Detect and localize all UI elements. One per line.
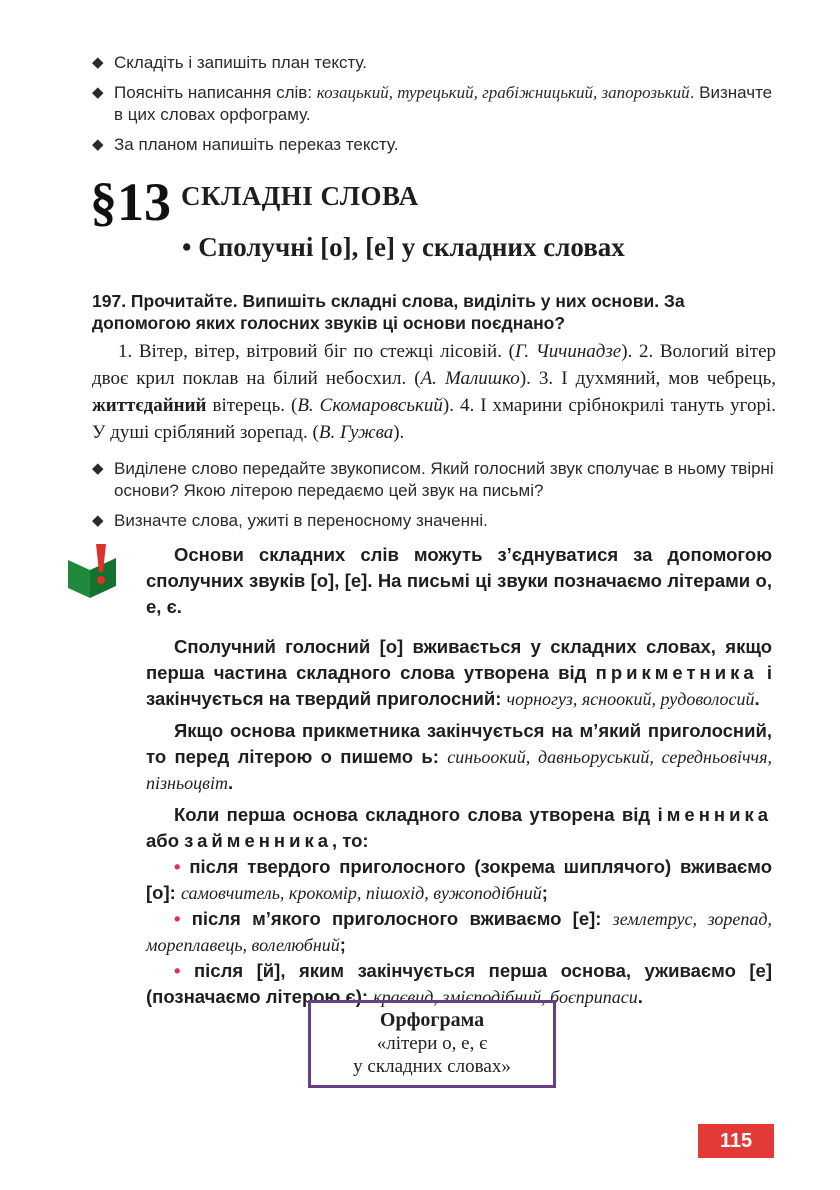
text-run: .	[754, 688, 760, 709]
tasks-top-list	[88, 52, 778, 164]
rule-noun-item	[146, 854, 772, 906]
text-run: Основи складних слів можуть з’єднуватися за допомогою сполучних звуків [о], [е]. На письмі ці звуки позначаємо літерами о, е, є.	[146, 544, 772, 617]
rule-noun	[146, 802, 772, 1010]
rule-noun-item	[146, 906, 772, 958]
diamond-icon: ◆	[92, 136, 104, 153]
rule-paragraph	[146, 718, 772, 796]
task-text: Виділене слово передайте звукописом. Який голосний звук сполучає в ньому твірні основи? Якою літерою передаємо цей звук на письмі?	[114, 459, 774, 500]
paragraph-number: §13	[90, 172, 171, 232]
paragraph-heading	[90, 172, 419, 232]
paragraph-title: СКЛАДНІ СЛОВА	[181, 181, 419, 211]
task-item	[88, 134, 778, 156]
exclamation-book-icon	[66, 542, 118, 600]
diamond-icon: ◆	[92, 512, 104, 529]
orthogram-line-2: у складних словах»	[353, 1056, 511, 1077]
diamond-icon: ◆	[92, 54, 104, 71]
task-item	[88, 82, 778, 126]
italic-text: В. Гужва	[318, 422, 394, 443]
rule-block	[146, 542, 772, 1024]
text-run: ). 4. І хмарини срібнокрилі тануть угорі. У душі срібляний зорепад. (	[92, 395, 776, 443]
text-run: Якщо основа прикметника закінчується на м’який приголосний, то перед літерою о пишемо ь:	[146, 720, 772, 767]
orthogram-box	[308, 1000, 556, 1088]
text-run: і закінчується на твердий приголосний:	[146, 662, 773, 709]
orthogram-title: Орфограма	[379, 1009, 485, 1031]
page-number: 115	[698, 1124, 774, 1158]
task-item	[88, 52, 778, 74]
rule-1	[146, 542, 772, 620]
rule-paragraph	[146, 542, 772, 620]
text-run: після твердого приголосного (зокрема шиплячого) вживаємо [о]:	[146, 856, 772, 903]
rule-noun-intro	[146, 802, 772, 854]
spaced-text: прикметника	[595, 662, 758, 683]
italic-text: В. Скомаровський	[297, 395, 443, 416]
subsection-title: • Сполучні [о], [е] у складних словах	[182, 232, 625, 262]
bullet-icon: •	[174, 856, 190, 877]
text-run: Коли перша основа складного слова утворена від	[174, 804, 658, 825]
text-run: ). 3. І духмяний, мов чебрець,	[519, 368, 776, 389]
text-run: .	[227, 772, 234, 793]
exercise-text	[92, 338, 776, 446]
diamond-icon: ◆	[92, 460, 104, 477]
orthogram-line-1: «літери о, е, є	[376, 1033, 488, 1054]
rule-2	[146, 634, 772, 712]
text-run: ).	[393, 422, 405, 443]
exercise-197	[92, 290, 776, 446]
text-run: 1. Вітер, вітер, вітровий біг по стежці лісовій. (	[118, 341, 515, 362]
rule-paragraph	[146, 634, 772, 712]
text-run: Складіть і запишіть план тексту.	[114, 53, 367, 72]
spaced-text: займенника	[184, 830, 333, 851]
italic-text: Г. Чичинадзе	[514, 341, 622, 362]
text-run: , то:	[332, 830, 369, 851]
italic-text: чорногуз, ясноокий, рудоволосий	[506, 689, 755, 709]
text-run: після [й], яким закінчується перша основа, уживаємо [е] (позначаємо літерою є):	[146, 960, 772, 1007]
text-run: За планом напишіть переказ тексту.	[114, 135, 399, 154]
text-run: після м’якого приголосного вживаємо [е]:	[191, 908, 613, 929]
text-run: ;	[339, 934, 346, 955]
spaced-text: іменника	[657, 804, 772, 825]
text-run: вітерець. (	[206, 395, 298, 416]
text-run: ;	[541, 882, 548, 903]
text-run: Сполучний голосний [о] вживається у складних словах, якщо перша частина складного слова утворена від	[146, 636, 772, 683]
task-text: Визначте слова, ужиті в переносному значенні.	[114, 511, 488, 530]
italic-text: землетрус, зорепад, мореплавець, волелюбний	[146, 909, 772, 955]
italic-text: А. Малишко	[420, 368, 520, 389]
tasks-mid-list	[88, 458, 778, 540]
bold-word: життєдайний	[92, 395, 207, 416]
text-run: ). 2. Вологий вітер двоє крил поклав на білий небосхил. (	[92, 341, 776, 389]
bullet-icon: •	[174, 908, 192, 929]
diamond-icon: ◆	[92, 84, 104, 101]
text-run: . Визначте в цих словах орфограму.	[114, 83, 773, 124]
italic-text: синьоокий, давньоруський, середньовіччя, пізньоцвіт	[146, 747, 772, 793]
italic-text: самовчитель, крокомір, пішохід, вужоподібний	[180, 883, 542, 903]
text-run: або	[146, 830, 185, 851]
bullet-icon: •	[174, 960, 194, 981]
task-item	[88, 510, 778, 532]
rule-3	[146, 718, 772, 796]
italic-text: краєвид, змієподібний, боєприпаси	[373, 987, 638, 1007]
text-run: .	[637, 986, 643, 1007]
italic-text: козацький, турецький, грабіжницький, запорозький	[316, 83, 690, 102]
task-item	[88, 458, 778, 502]
text-run: Поясніть написання слів:	[114, 83, 317, 102]
exercise-task: 197. Прочитайте. Випишіть складні слова, виділіть у них основи. За допомогою яких голосних звуків ці основи поєднано?	[92, 291, 685, 333]
